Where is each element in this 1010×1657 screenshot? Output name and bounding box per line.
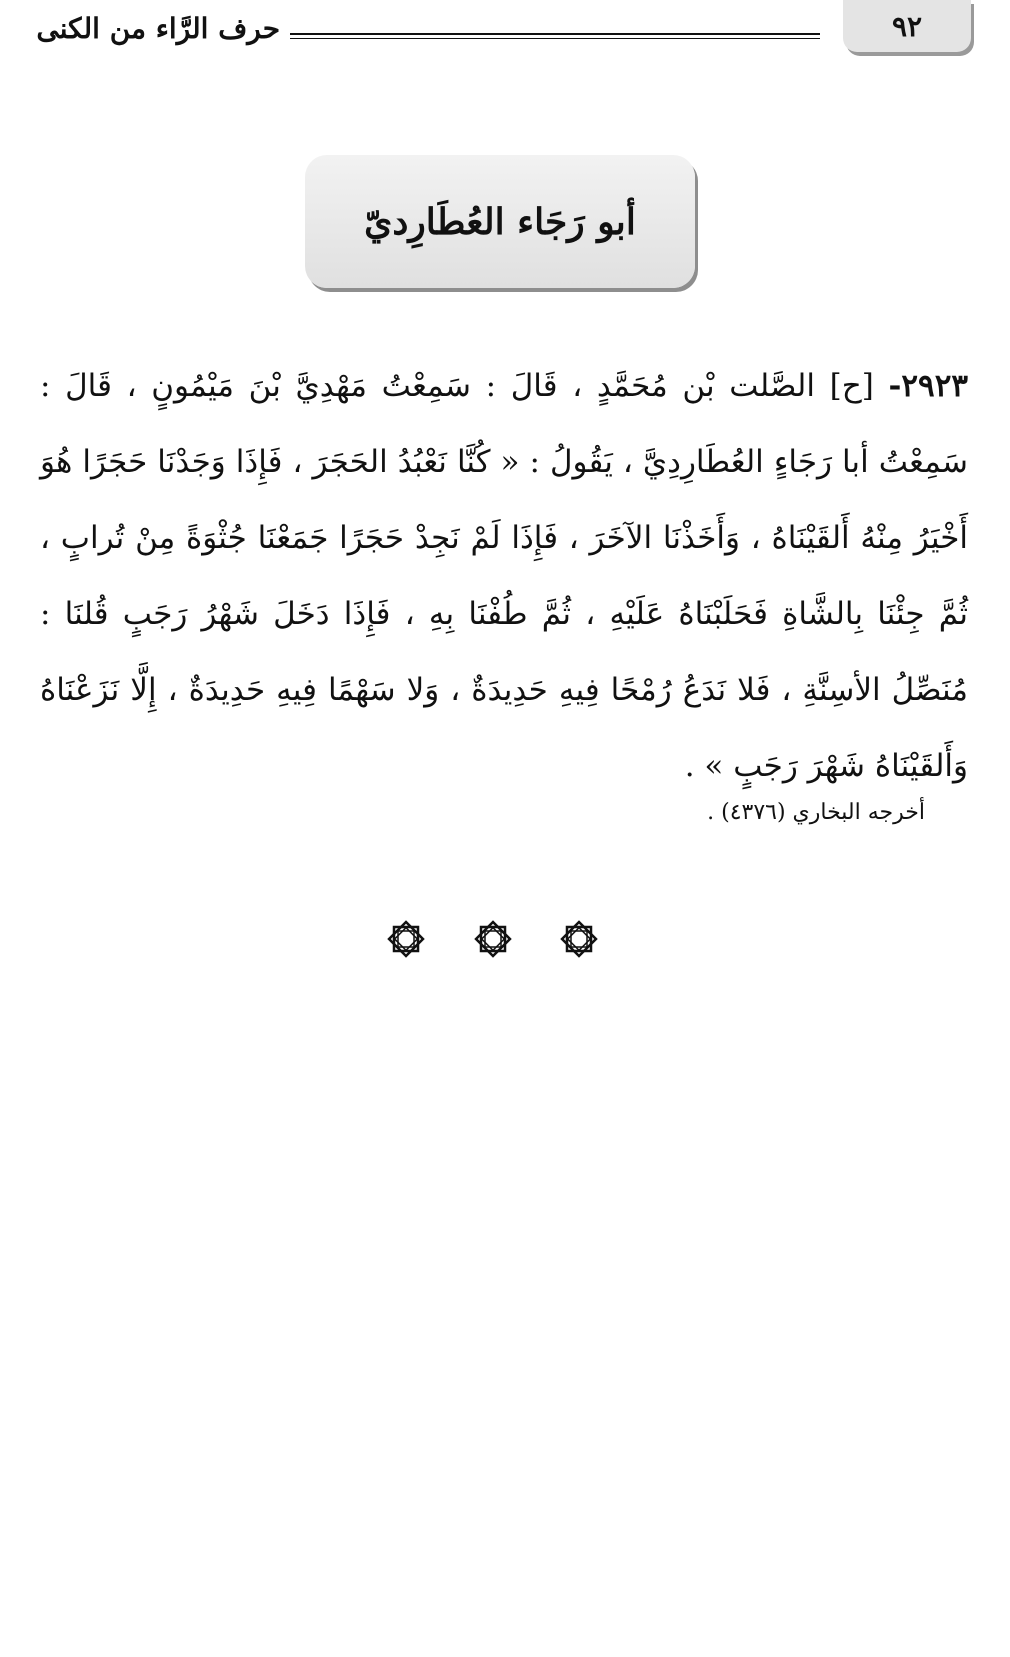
octagram-star-icon	[558, 918, 600, 960]
header-rule	[290, 33, 820, 39]
section-title: أبو رَجَاء العُطَارِديّ	[364, 200, 636, 243]
running-head: حرف الرَّاء من الكنى	[36, 12, 280, 45]
hadith-footnote: أخرجه البخاري (٤٣٧٦) .	[707, 800, 925, 825]
section-title-box	[305, 155, 695, 288]
page-number-tab	[843, 0, 971, 52]
hadith-number: ٢٩٢٣-	[888, 368, 968, 404]
section-end-ornaments	[385, 917, 600, 961]
hadith-paragraph	[40, 348, 968, 804]
octagram-star-icon	[472, 918, 514, 960]
octagram-star-icon	[385, 918, 427, 960]
page-number: ٩٢	[891, 9, 923, 43]
hadith-text: [ح] الصَّلت بْن مُحَمَّدٍ ، قَالَ : سَمِعْتُ مَهْدِيَّ بْنَ مَيْمُونٍ ، قَالَ : سَمِعْتُ أبا رَجَاءٍ العُطَارِدِيَّ ، يَقُولُ : « كُنَّا نَعْبُدُ الحَجَرَ ، فَإِذَا وَجَدْنَا حَجَرًا هُوَ أَخْيَرُ مِنْهُ أَلقَيْنَاهُ ، وَأَخَذْنَا الآخَرَ ، فَإِذَا لَمْ نَجِدْ حَجَرًا جَمَعْنَا جُثْوَةً مِنْ تُرابٍ ، ثُمَّ جِئْنَا بِالشَّاةِ فَحَلَبْنَاهُ عَلَيْهِ ، ثُمَّ طُفْنَا بِهِ ، فَإِذَا دَخَلَ شَهْرُ رَجَبٍ قُلنَا : مُنَصِّلُ الأسِنَّةِ ، فَلا نَدَعُ رُمْحًا فِيهِ حَدِيدَةٌ ، وَلا سَهْمًا فِيهِ حَدِيدَةٌ ، إِلَّا نَزَعْنَاهُ وَأَلقَيْنَاهُ شَهْرَ رَجَبٍ » .	[40, 368, 968, 784]
